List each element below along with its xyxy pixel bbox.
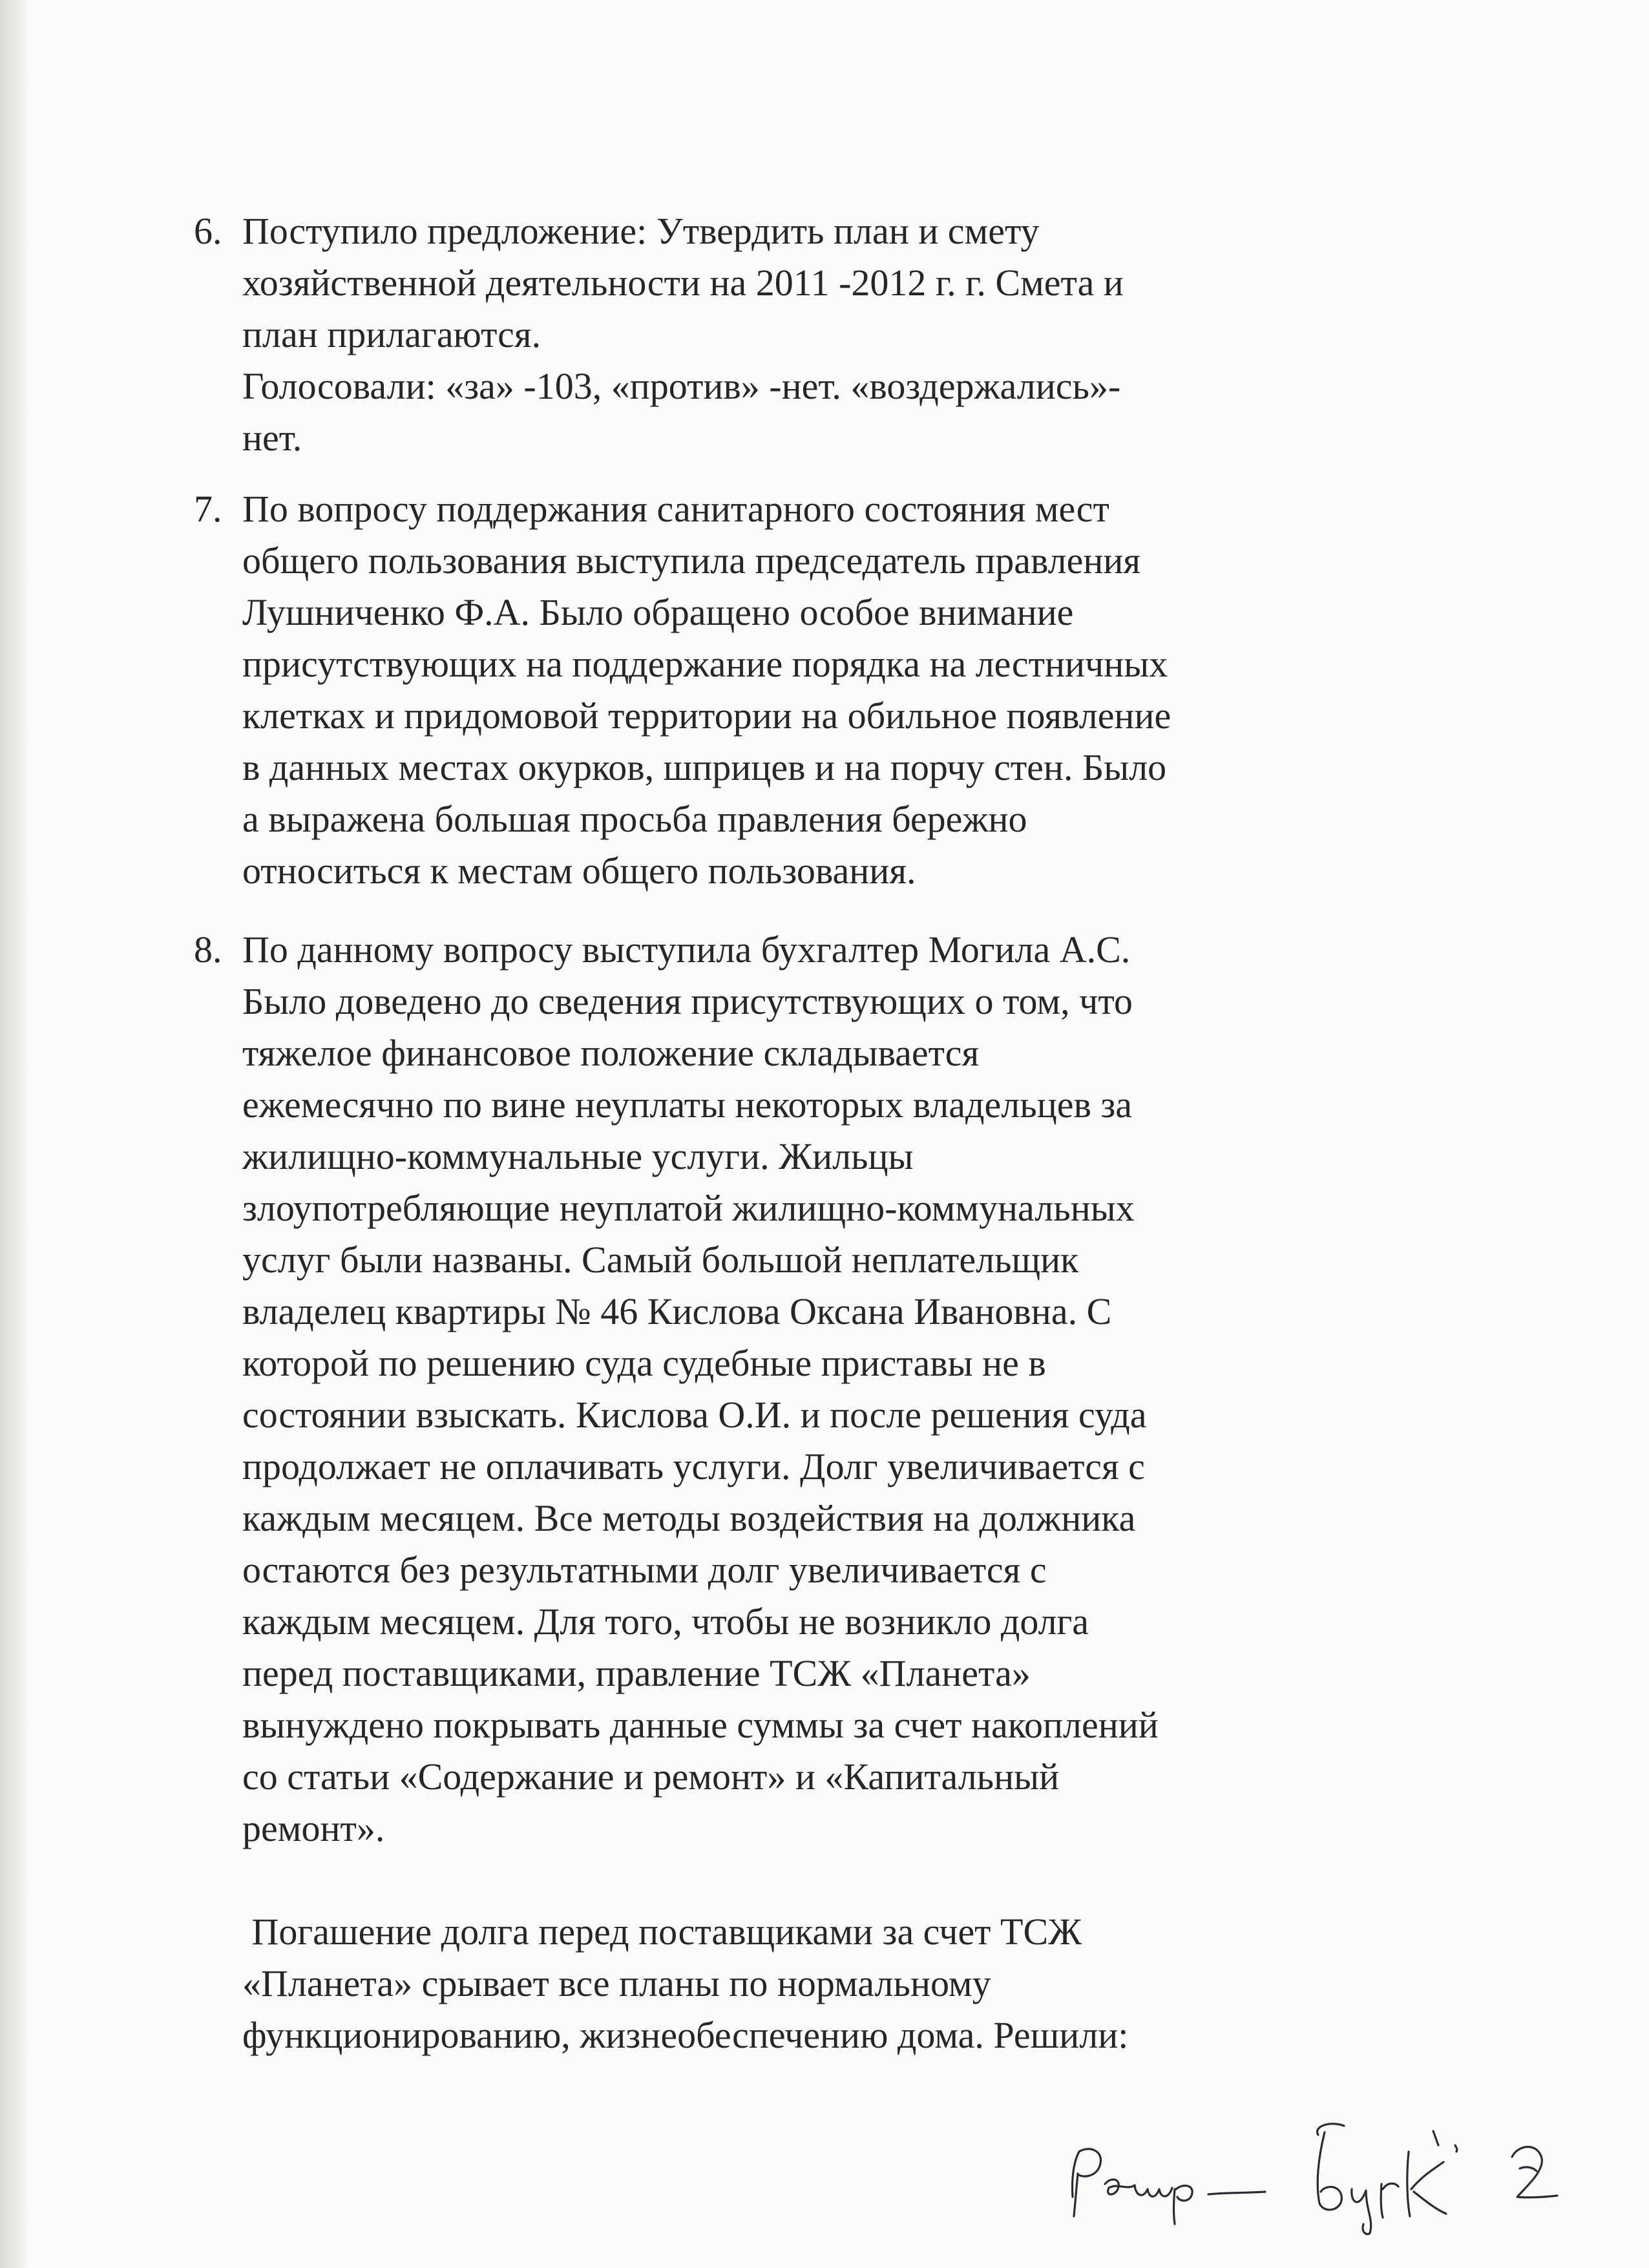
- handwritten-signature: [1060, 2098, 1577, 2236]
- text-line: а выражена большая просьба правления бережно: [242, 798, 1027, 840]
- text-line: Поступило предложение: Утвердить план и смету: [242, 210, 1040, 252]
- text-line: клетках и придомовой территории на обильное появление: [242, 695, 1171, 737]
- text-line: По вопросу поддержания санитарного состояния мест: [242, 488, 1109, 530]
- text-line: Было доведено до сведения присутствующих о том, что: [242, 980, 1133, 1022]
- item-7: [194, 483, 1502, 897]
- item-number: 8.: [194, 929, 222, 971]
- text-line: ремонт».: [242, 1807, 385, 1849]
- item-number: 7.: [194, 488, 222, 530]
- text-line: хозяйственной деятельности на 2011 -2012 г. г. Смета и: [242, 262, 1124, 304]
- text-line: в данных местах окурков, шприцев и на порчу стен. Было: [242, 746, 1167, 788]
- text-line: общего пользования выступила председатель правления: [242, 540, 1141, 582]
- text-line: «Планета» срывает все планы по нормальному: [242, 1962, 991, 2004]
- text-line: присутствующих на поддержание порядка на лестничных: [242, 643, 1168, 685]
- text-line: состоянии взыскать. Кислова О.И. и после решения суда: [242, 1394, 1147, 1436]
- vote-line: Голосовали: «за» -103, «против» -нет. «воздержались»-: [242, 365, 1121, 407]
- text-line: каждым месяцем. Все методы воздействия на должника: [242, 1497, 1136, 1539]
- text-line: По данному вопросу выступила бухгалтер Могила А.С.: [242, 929, 1131, 971]
- item-number: 6.: [194, 210, 222, 252]
- text-line: остаются без результатными долг увеличивается с: [242, 1549, 1047, 1591]
- text-line: вынуждено покрывать данные суммы за счет накоплений: [242, 1704, 1159, 1746]
- text-line: услуг были названы. Самый большой неплательщик: [242, 1239, 1079, 1281]
- vote-line: нет.: [242, 417, 302, 459]
- text-line: Лушниченко Ф.А. Было обращено особое внимание: [242, 591, 1074, 633]
- text-line: план прилагаются.: [242, 313, 541, 355]
- text-line: Погашение долга перед поставщиками за счет ТСЖ: [242, 1911, 1082, 1953]
- text-line: жилищно-коммунальные услуги. Жильцы: [242, 1135, 914, 1177]
- text-line: относиться к местам общего пользования.: [242, 850, 916, 892]
- closing-paragraph: [242, 1906, 1502, 2061]
- item-6: [194, 205, 1502, 464]
- text-line: продолжает не оплачивать услуги. Долг увеличивается с: [242, 1445, 1145, 1487]
- text-line: перед поставщиками, правление ТСЖ «Планета»: [242, 1652, 1031, 1694]
- handwritten-signature-text: Решр — Бурк. 2: [1060, 2098, 1130, 2109]
- text-line: злоупотребляющие неуплатой жилищно-коммунальных: [242, 1187, 1135, 1229]
- item-8: [194, 924, 1502, 1854]
- text-line: владелец квартиры № 46 Кислова Оксана Ивановна. С: [242, 1290, 1112, 1332]
- text-line: ежемесячно по вине неуплаты некоторых владельцев за: [242, 1084, 1133, 1126]
- text-line: тяжелое финансовое положение складывается: [242, 1032, 980, 1074]
- text-line: каждым месяцем. Для того, чтобы не возникло долга: [242, 1601, 1089, 1643]
- text-line: со статьи «Содержание и ремонт» и «Капитальный: [242, 1756, 1060, 1798]
- text-line: функционированию, жизнеобеспечению дома. Решили:: [242, 2014, 1129, 2056]
- text-line: которой по решению суда судебные приставы не в: [242, 1342, 1046, 1384]
